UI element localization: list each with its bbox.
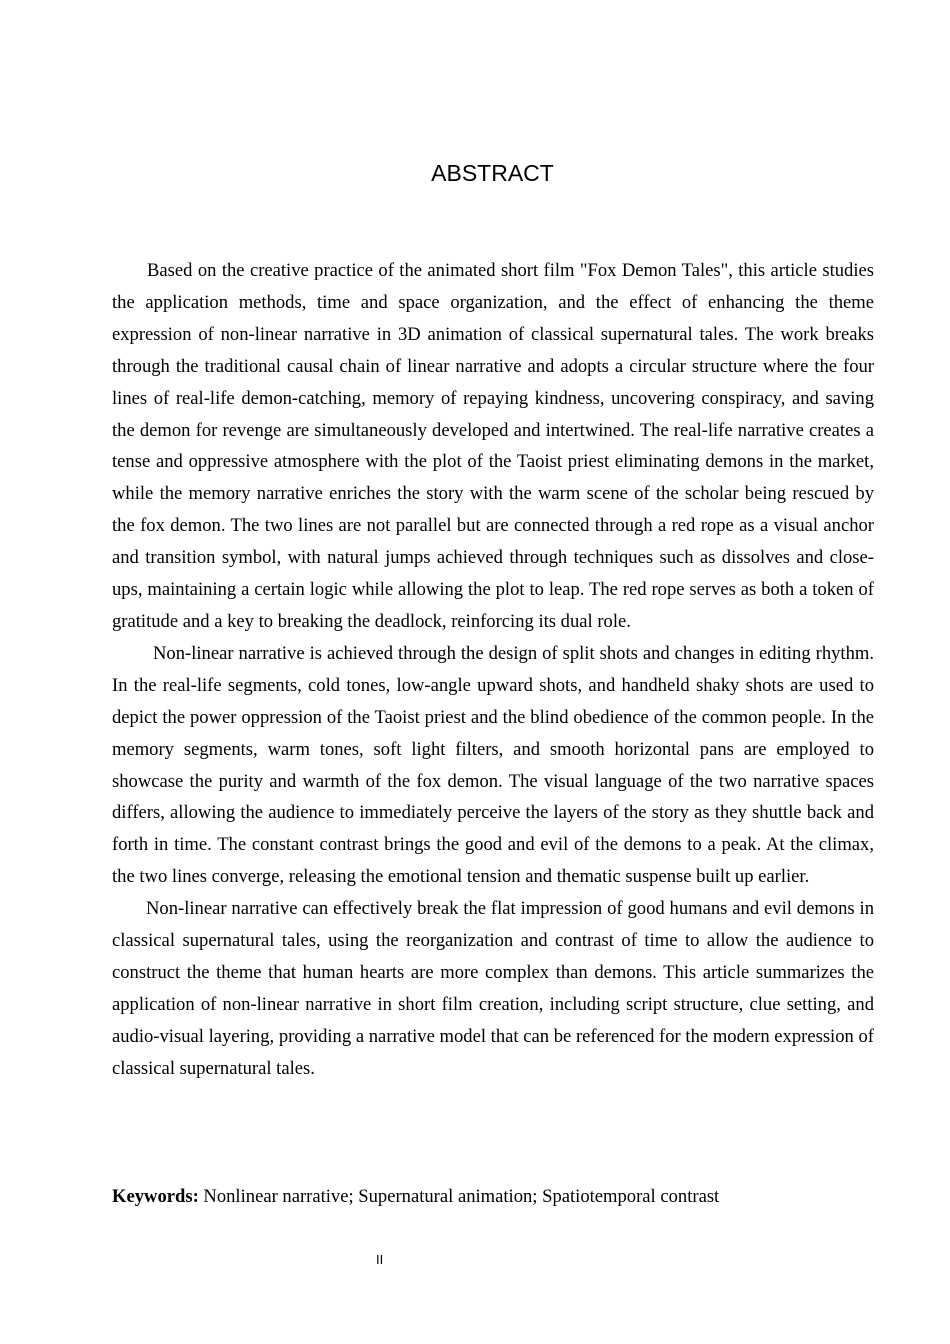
keywords-label: Keywords: [112,1186,199,1207]
keywords-line [112,1181,874,1213]
page-title: ABSTRACT [431,160,554,186]
abstract-paragraph-3: Non-linear narrative can effectively break the flat impression of good humans and evil demons in classical supernatural tales, using the reorganization and contrast of time to allow the audience to construct the theme that human hearts are more complex than demons. This article summarizes the application of non-linear narrative in short film creation, including script structure, clue setting, and audio-visual layering, providing a narrative model that can be referenced for the modern expression of classical supernatural tales. [112,898,874,1079]
page-number: II [376,1252,384,1267]
abstract-paragraph-1: Based on the creative practice of the animated short film "Fox Demon Tales", this article studies the application methods, time and space organization, and the effect of enhancing the theme expression of non-linear narrative in 3D animation of classical supernatural tales. The work breaks through the traditional causal chain of linear narrative and adopts a circular structure where the four lines of real-life demon-catching, memory of repaying kindness, uncovering conspiracy, and saving the demon for revenge are simultaneously developed and intertwined. The real-life narrative creates a tense and oppressive atmosphere with the plot of the Taoist priest eliminating demons in the market, while the memory narrative enriches the story with the warm scene of the scholar being rescued by the fox demon. The two lines are not parallel but are connected through a red rope as a visual anchor and transition symbol, with natural jumps achieved through techniques such as dissolves and close-ups, maintaining a certain logic while allowing the plot to leap. The red rope serves as both a token of gratitude and a key to breaking the deadlock, reinforcing its dual role. [112,260,874,632]
keywords-list: Nonlinear narrative; Supernatural animation; Spatiotemporal contrast [198,1186,720,1207]
abstract-paragraph-2: Non-linear narrative is achieved through the design of split shots and changes in editing rhythm. In the real-life segments, cold tones, low-angle upward shots, and handheld shaky shots are used to depict the power oppression of the Taoist priest and the blind obedience of the common people. In the memory segments, warm tones, soft light filters, and smooth horizontal pans are employed to showcase the purity and warmth of the fox demon. The visual language of the two narrative spaces differs, allowing the audience to immediately perceive the layers of the story as they shuttle back and forth in time. The constant contrast brings the good and evil of the demons to a peak. At the climax, the two lines converge, releasing the emotional tension and thematic suspense built up earlier. [112,642,874,888]
abstract-body [112,255,874,1085]
